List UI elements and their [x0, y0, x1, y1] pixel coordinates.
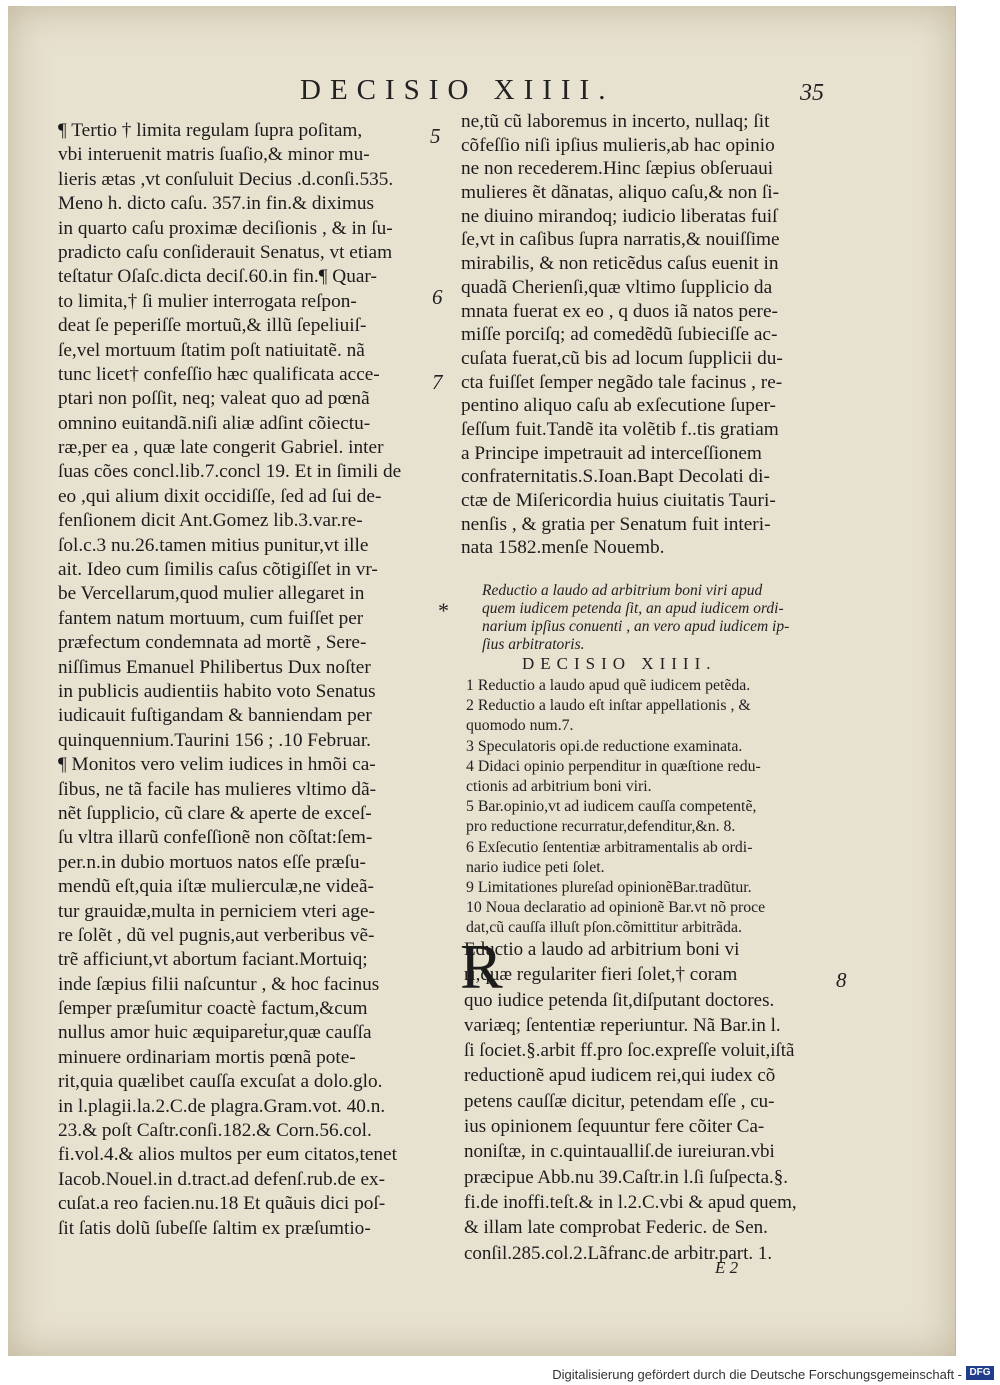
text-line: fantem natum mortuum, cum fuiſſet per — [58, 607, 364, 629]
margin-number-7: 7 — [432, 370, 443, 394]
text-line: miſſe porciſq; ad comedẽdũ ſubieciſſe ac- — [461, 324, 778, 346]
text-line: be Vercellarum,quod mulier allegaret in — [58, 583, 365, 605]
text-line: confraternitatis.S.Ioan.Bapt Decolati di- — [461, 466, 770, 488]
text-line: & illam late comprobat Federic. de Sen. — [464, 1217, 768, 1239]
text-line: in publicis audientiis habito voto Senatus — [58, 680, 376, 702]
text-line: reductionẽ apud iudicem rei,qui iudex cõ — [464, 1065, 776, 1087]
index-item: pro reductione recurratur,defenditur,&n. 8. — [466, 818, 736, 836]
text-line: Eductio a laudo ad arbitrium boni vi — [464, 939, 740, 960]
text-line: ſol.c.3 nu.26.tamen mitius punitur,vt ille — [58, 534, 369, 556]
text-line: pentino aliquo caſu ab exſecutione ſuper- — [461, 395, 776, 417]
index-item: quomodo num.7. — [466, 717, 574, 735]
text-line: per.n.in dubio mortuos natos eſſe præſu- — [58, 851, 366, 873]
text-line: nenſis , & gratia per Senatum fuit interi- — [461, 513, 771, 535]
text-line: inde ſæpius filii naſcuntur , & hoc facinus — [58, 973, 380, 995]
text-line: ¶ Monitos vero velim iudices in hmõi ca- — [58, 754, 376, 776]
index-item: nario iudice peti ſolet. — [466, 858, 605, 876]
text-line: deat ſe peperiſſe mortuũ,& illũ ſepeliuiſ- — [58, 315, 367, 337]
text-line: ſi ſociet.§.arbit ff.pro ſoc.expreſſe voluit,iſtã — [464, 1040, 795, 1062]
text-line: petens cauſſæ dicitur, petendam eſſe , cu- — [464, 1090, 775, 1112]
text-line: ri,quæ regulariter fieri ſolet,† coram — [464, 964, 738, 986]
text-line: cuſata fuerat,cũ bis ad locum ſupplicii du- — [461, 347, 783, 369]
text-line: a Principe impetrauit ad interceſſionem — [461, 442, 762, 464]
summary-block — [482, 582, 842, 654]
text-line: re ſolẽt , dũ vel pugnis,aut verberibus vẽ- — [58, 924, 375, 946]
text-line: pradicto caſu conſiderauit Senatus, vt etiam — [58, 241, 393, 263]
footer-text: Digitalisierung gefördert durch die Deutsche Forschungsgemeinschaft - — [552, 1367, 962, 1382]
text-line: ctæ de Miſericordia huius ciuitatis Tauri- — [461, 490, 776, 511]
text-line: vbi interuenit matris ſuaſio,& minor mu- — [58, 144, 370, 166]
summary-line: ſius arbitratoris. — [482, 636, 585, 653]
text-line: ne,tũ cũ laboremus in incerto, nullaq; ſit — [461, 111, 770, 132]
index-item: 10 Noua declaratio ad opinionẽ Bar.vt nõ proce — [466, 899, 766, 917]
text-line: ſit ſatis dolũ ſubeſſe ſaltim ex præſumtio- — [58, 1217, 371, 1239]
text-line: cuſat.a reo facien.nu.18 Et quãuis dici poſ- — [58, 1193, 386, 1215]
index-item: 2 Reductio a laudo eſt inſtar appellationis , & — [466, 697, 751, 715]
text-line: ſibus, ne tã facile has mulieres vltimo dã- — [58, 778, 377, 800]
index-item: 3 Speculatoris opi.de reductione examinata. — [466, 737, 743, 755]
index-item: 6 Exſecutio ſententiæ arbitramentalis ab ordi- — [466, 838, 753, 856]
signature-mark: E 2 — [715, 1258, 739, 1277]
text-line: fenſionem dicit Ant.Gomez lib.3.var.re- — [58, 510, 363, 532]
margin-number-5: 5 — [430, 124, 441, 148]
text-line: in quarto caſu proximæ deciſionis , & in ſu- — [58, 217, 393, 239]
text-line: eo ,qui alium dixit occidiſſe, ſed ad ſui de- — [58, 485, 382, 507]
text-line: Iacob.Nouel.in d.tract.ad defenſ.rub.de ex- — [58, 1168, 386, 1190]
text-line: to limita,† ſi mulier interrogata reſpon- — [58, 290, 357, 312]
text-line: cta fuiſſet ſemper negãdo tale facinus , re- — [461, 371, 783, 393]
text-line: tunc licet† confeſſio hæc qualificata accе- — [58, 363, 380, 385]
text-line: mnata fuerat ex eo , q duos iã natos pere- — [461, 300, 778, 322]
text-line: ſe,vt in caſibus ſupra narratis,& nouiſſime — [461, 229, 780, 251]
text-line: Meno h. dicto caſu. 357.in fin.& diximus — [58, 193, 374, 215]
text-line: quinquennium.Taurini 156 ; .10 Februar. — [58, 729, 371, 751]
margin-number-8: 8 — [836, 968, 847, 992]
text-line: ius opinionem ſequuntur fere cõiter Ca- — [464, 1116, 765, 1138]
text-line: fi.vol.4.& alios multos per eum citatos,tenet — [58, 1144, 397, 1166]
text-line: ræ,per ea , quæ late congerit Gabriel. inter — [58, 437, 384, 459]
text-line: omnino euitandã.niſi aliæ adſint cõiectu- — [58, 412, 371, 434]
text-line: ſuas cões concl.lib.7.concl 19. Et in ſimili de — [58, 461, 402, 483]
text-line: fi.de inoffi.teſt.& in l.2.C.vbi & apud quem, — [464, 1191, 797, 1213]
text-line: mirabilis, & non reticẽdus caſus euenit in — [461, 253, 779, 275]
text-line: præfectum condemnata ad mortẽ , Sere- — [58, 632, 367, 654]
text-line: noniſtæ, in c.quintaualliſ.de iureiuran.vbi — [464, 1141, 775, 1163]
text-line: conſil.285.col.2.Lãfranc.de arbitr.part. 1. — [464, 1242, 773, 1264]
text-line: ſe,vel mortuum ſtatim poſt natiuitatẽ. nã — [58, 339, 365, 361]
text-line: rit,quia quælibet cauſſa excuſat a dolo.glo. — [58, 1071, 383, 1093]
text-line: mendũ eſt,quia iſtæ mulierculæ,ne videã- — [58, 876, 374, 898]
page-title: DECISIO XIIII. — [300, 74, 615, 106]
text-line: ſu vltra illarũ confeſſionẽ non cõſtat:ſem- — [58, 827, 373, 849]
dfg-logo: DFG — [966, 1366, 994, 1380]
text-line: tur grauidæ,multa in perniciem vteri age- — [58, 900, 375, 922]
text-line: minuere ordinariam mortis pœnã pote- — [58, 1046, 356, 1068]
summary-line: narium ipſius conuenti , an vero apud iudicem ip- — [482, 618, 790, 635]
index-item: 1 Reductio a laudo apud quẽ iudicem petẽda. — [466, 677, 751, 694]
text-line: præcipue Abb.nu 39.Caſtr.in l.ſi ſuſpecta.§. — [464, 1166, 789, 1188]
index-item: 4 Didaci opinio perpenditur in quæſtione redu- — [466, 757, 761, 775]
text-line: ne diuino mirandoq; iudicio liberatas fuiſ — [461, 205, 778, 227]
index-item: dat,cũ cauſſa illuſt pſon.cõmittitur arbitrãda. — [466, 919, 742, 937]
text-line: trẽ afficiunt,vt abortum faciant.Mortuiq; — [58, 949, 368, 971]
text-line: niſſimus Emanuel Philibertus Dux noſter — [58, 656, 371, 678]
left-column — [58, 119, 436, 1241]
index-list — [466, 676, 846, 938]
index-item: 5 Bar.opinio,vt ad iudicem cauſſa competentẽ, — [466, 798, 757, 816]
page-number: 35 — [800, 80, 824, 106]
text-line: 23.& poſt Caſtr.conſi.182.& Corn.56.col. — [58, 1120, 372, 1142]
asterisk-mark: * — [438, 598, 449, 623]
text-line: variæq; ſententiæ reperiuntur. Nã Bar.in l. — [464, 1014, 781, 1036]
text-line: teſtatur Oſaſc.dicta deciſ.60.in fin.¶ Quar- — [58, 266, 377, 288]
text-line: iudicauit fuſtigandam & banniendam per — [58, 705, 372, 727]
index-item: 9 Limitationes plureſad opinionẽBar.tradũtur. — [466, 878, 752, 896]
text-line: ne non recederem.Hinc ſæpius obſeruaui — [461, 158, 774, 180]
text-line: mulieres ẽt dãnatas, aliquo caſu,& non ſi- — [461, 182, 780, 204]
text-line: in l.plagii.la.2.C.de plagra.Gram.vot. 40.n. — [58, 1095, 386, 1117]
margin-number-6: 6 — [432, 285, 443, 309]
index-item: ctionis ad arbitrium boni viri. — [466, 777, 652, 795]
text-line: quo iudice petenda ſit,diſputant doctores. — [464, 989, 775, 1011]
text-line: cõfeſſio niſi ipſius mulieris,ab hac opinio — [461, 134, 775, 156]
summary-line: Reductio a laudo ad arbitrium boni viri apud — [482, 582, 763, 599]
text-line: nẽt ſupplicio, cũ clare & aperte de exceſ- — [58, 802, 372, 824]
drop-cap: R — [460, 931, 503, 1002]
text-line: ait. Ideo cum ſimilis caſus cõtigiſſet in vr- — [58, 559, 378, 581]
body-after-index — [464, 937, 844, 1266]
text-line: nullus amor huic æquipareṫur,quæ cauſſa — [58, 1022, 372, 1044]
text-line: quadã Cherienſi,quæ vltimo ſupplicio da — [461, 276, 773, 298]
text-line: nata 1582.menſe Nouemb. — [461, 537, 665, 559]
text-line: lieris ætas ,vt conſuluit Decius .d.conſi.535. — [58, 168, 394, 190]
text-line: ¶ Tertio † limita regulam ſupra poſitam, — [58, 120, 363, 141]
right-column — [461, 110, 839, 560]
text-line: ptari non poſſit, neq; valeat quo ad pœnã — [58, 388, 370, 410]
summary-line: quem iudicem petenda ſit, an apud iudicem ordi- — [482, 600, 784, 617]
text-line: ſeſſum fuit.Tandẽ ita volẽtib f..tis gratiam — [461, 418, 779, 440]
sub-heading: DECISIO XIIII. — [522, 654, 717, 673]
text-line: ſemper præſumitur coactè factum,&cum — [58, 998, 368, 1020]
